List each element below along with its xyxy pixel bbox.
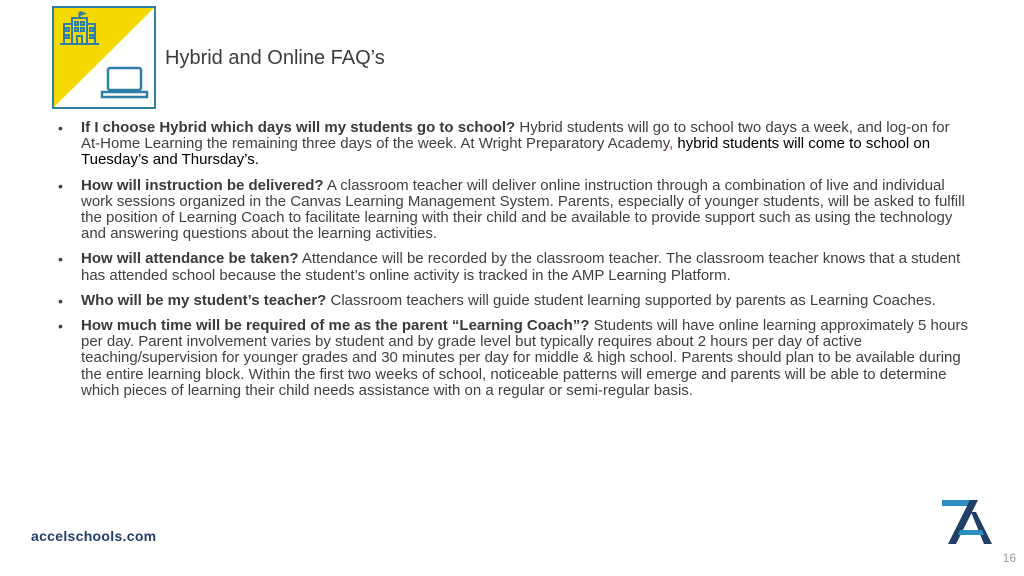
faq-list <box>58 120 970 408</box>
faq-answer-comma: , <box>669 135 674 153</box>
page-title: Hybrid and Online FAQ’s <box>165 47 385 69</box>
faq-answer-highlight: hybrid students will come to school on Tuesday’s and Thursday’s. <box>81 135 931 169</box>
faq-question: How will instruction be delivered? <box>81 176 324 194</box>
page-number: 16 <box>1002 551 1016 565</box>
faq-answer: Attendance will be recorded by the classroom teacher. The classroom teacher knows that a student has attended school because the student’s online activity is tracked in the AMP Learning Platform. <box>81 250 961 284</box>
bullet-icon: • <box>58 120 63 136</box>
footer-website: accelschools.com <box>31 528 157 544</box>
faq-question: If I choose Hybrid which days will my students go to school? <box>81 119 516 136</box>
faq-answer: Classroom teachers will guide student learning supported by parents as Learning Coaches. <box>326 291 936 309</box>
accel-logo-icon <box>938 498 994 551</box>
bullet-icon: • <box>58 251 63 268</box>
faq-item <box>58 120 970 169</box>
faq-item <box>58 293 970 309</box>
faq-logo <box>52 6 156 109</box>
bullet-icon: • <box>58 292 63 309</box>
faq-question: How will attendance be taken? <box>81 250 299 268</box>
bullet-icon: • <box>58 318 63 335</box>
faq-question: How much time will be required of me as the parent “Learning Coach”? <box>81 317 590 335</box>
faq-answer: A classroom teacher will deliver online instruction through a combination of live and individual work sessions organized in the Canvas Learning Management System. Parents, especially of younger students, will be asked to fulfill the position of Learning Coach to facilitate learning with their child and be available to provide support such as using the technology and answering questions about the learning activities. <box>81 176 965 243</box>
faq-item <box>58 251 970 283</box>
faq-answer: Students will have online learning approximately 5 hours per day. Parent involvement varies by student and by grade level but typically requires about 2 hours per day of active teaching/supervision for younger grades and 30 minutes per day for middle & high school. Parents should plan to be available during the entire learning block. Within the first two weeks of school, noticeable patterns will emerge and parents will be able to determine which pieces of learning their child needs assistance with on a regular or semi-regular basis. <box>81 317 968 399</box>
faq-question: Who will be my student’s teacher? <box>81 291 327 309</box>
faq-item <box>58 178 970 243</box>
faq-item <box>58 318 970 399</box>
faq-answer: Hybrid students will go to school two days a week, and log-on for At-Home Learning the remaining three days of the week. At Wright Preparatory Academy <box>81 119 950 153</box>
bullet-icon: • <box>58 177 63 194</box>
